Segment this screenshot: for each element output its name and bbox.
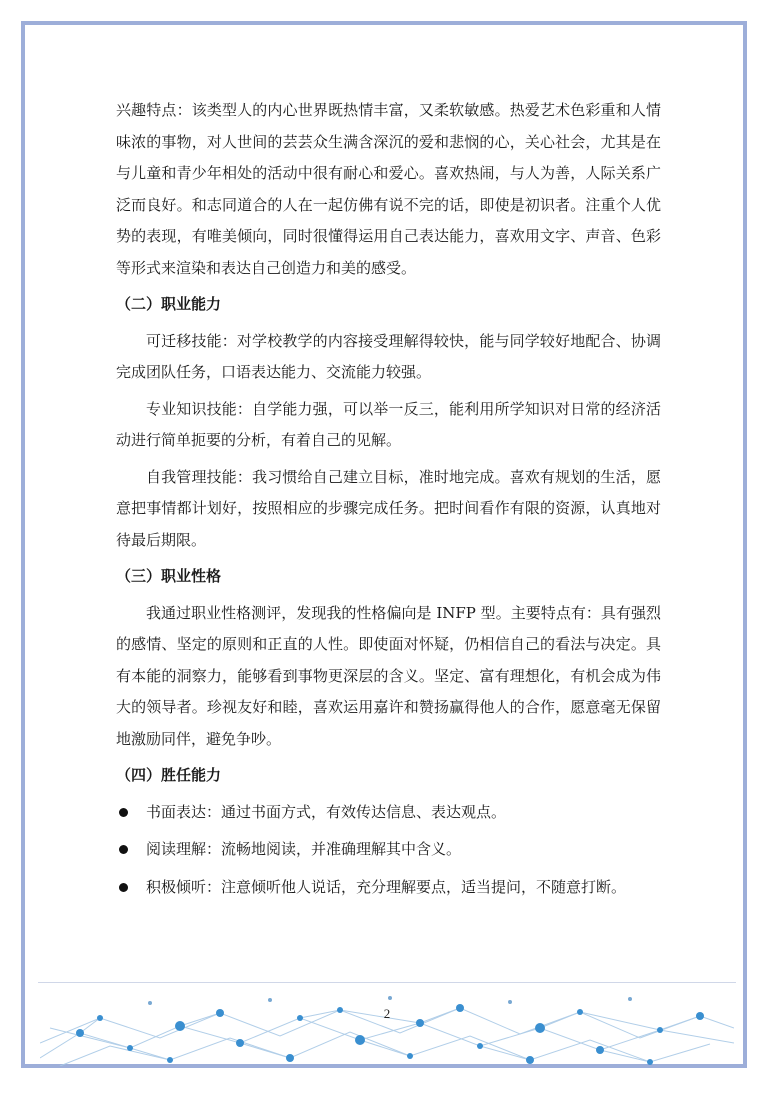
paragraph-transferable-skills: 可迁移技能：对学校教学的内容接受理解得较快，能与同学较好地配合、协调完成团队任务，口语表达能力、交流能力较强。 — [116, 331, 661, 381]
paragraph-personality: 我通过职业性格测评，发现我的性格偏向是 INFP 型。主要特点有：具有强烈的感情、坚定的原则和正直的人性。即使面对怀疑，仍相信自己的看法与决定。具有本能的洞察力，能够看到事物更深层的含义。坚定、富有理想化，有机会成为伟大的领导者。珍视友好和睦，喜欢运用嘉许和赞扬赢得他人的合作，愿意毫无保留地激励同伴，避免争吵。 — [116, 603, 661, 748]
list-item-text: 书面表达：通过书面方式，有效传达信息、表达观点。 — [146, 802, 507, 821]
bullet-icon — [119, 845, 128, 854]
section-heading-competence: （四）胜任能力 — [116, 766, 222, 784]
footer-divider — [38, 982, 736, 983]
competence-list — [116, 797, 661, 904]
paragraph-interests: 兴趣特点：该类型人的内心世界既热情丰富，又柔软敏感。热爱艺术色彩重和人情味浓的事物，对人世间的芸芸众生满含深沉的爱和悲悯的心，关心社会，尤其是在与儿童和青少年相处的活动中很有耐心和爱心。喜欢热闹，与人为善，人际关系广泛而良好。和志同道合的人在一起仿佛有说不完的话，即使是初识者。注重个人优势的表现，有唯美倾向，同时很懂得运用自己表达能力，喜欢用文字、声音、色彩等形式来渲染和表达自己创造力和美的感受。 — [116, 101, 661, 277]
paragraph-knowledge-skills: 专业知识技能：自学能力强，可以举一反三，能利用所学知识对日常的经济活动进行简单扼要的分析，有着自己的见解。 — [116, 399, 661, 449]
list-item — [116, 834, 661, 866]
list-item-text: 阅读理解：流畅地阅读，并准确理解其中含义。 — [146, 840, 462, 858]
bullet-icon — [119, 808, 128, 817]
section-heading-personality: （三）职业性格 — [116, 567, 222, 585]
section-heading-ability: （二）职业能力 — [116, 295, 222, 313]
network-decoration — [40, 988, 734, 1066]
page-number: 2 — [383, 1006, 391, 1021]
list-item-text: 积极倾听：注意倾听他人说话，充分理解要点，适当提问，不随意打断。 — [146, 877, 627, 896]
list-item — [116, 797, 661, 829]
document-body — [116, 95, 661, 909]
list-item — [116, 872, 661, 904]
paragraph-self-management: 自我管理技能：我习惯给自己建立目标，准时地完成。喜欢有规划的生活，愿意把事情都计划好，按照相应的步骤完成任务。把时间看作有限的资源，认真地对待最后期限。 — [116, 467, 661, 549]
bullet-icon — [119, 883, 128, 892]
